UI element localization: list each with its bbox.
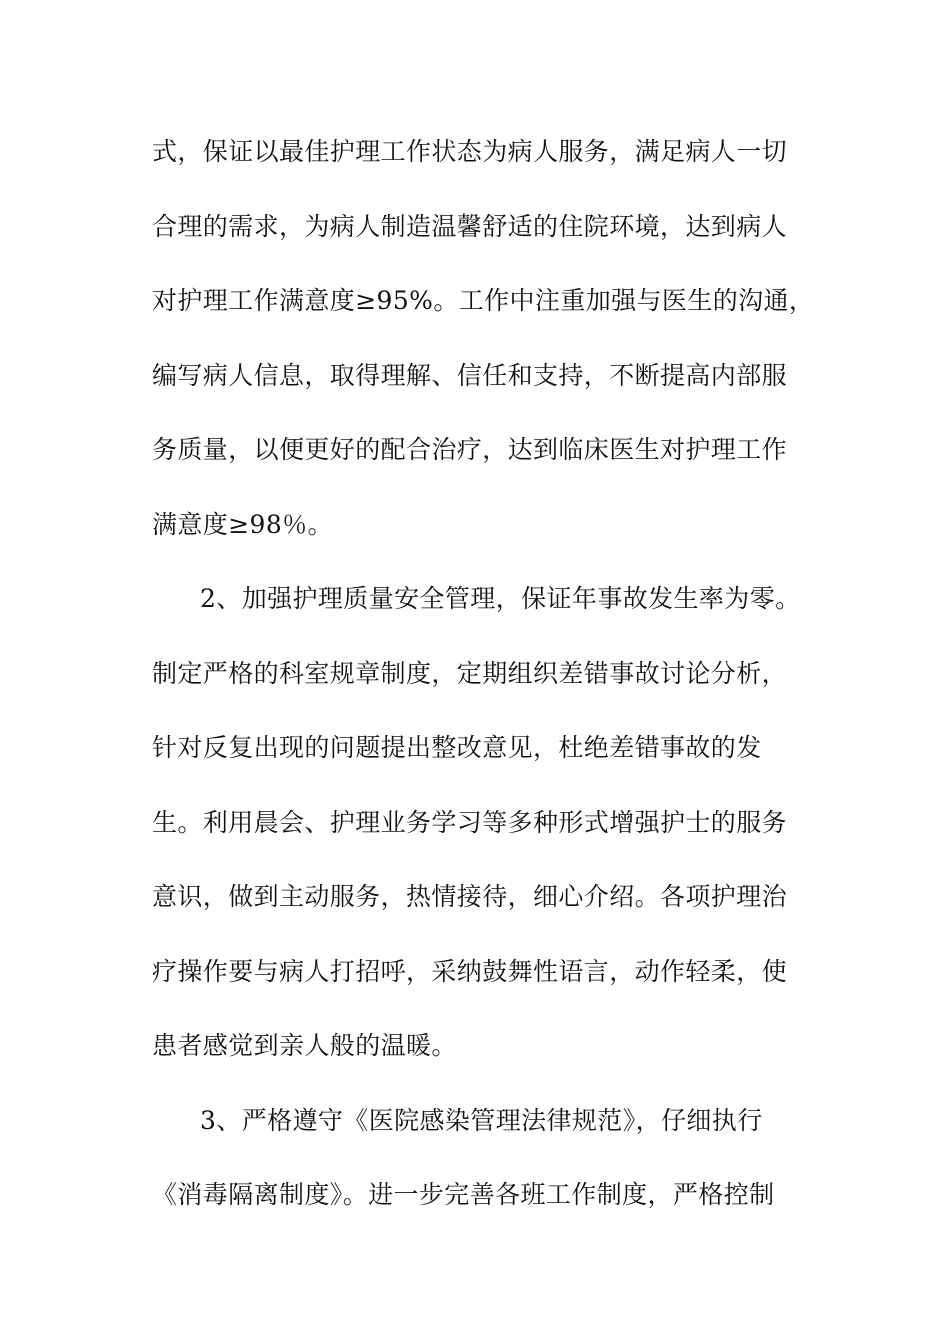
text-line: 针对反复出现的问题提出整改意见，杜绝差错事故的发	[152, 733, 762, 762]
text-line: 《消毒隔离制度》。进一步完善各班工作制度，严格控制	[152, 1180, 775, 1209]
text-line: 合理的需求，为病人制造温馨舒适的住院环境，达到病人	[152, 212, 788, 241]
text-line: 式，保证以最佳护理工作状态为病人服务，满足病人一切	[152, 137, 788, 166]
text-line: 满意度≥98％。	[152, 510, 333, 539]
text-line: 编写病人信息，取得理解、信任和支持，不断提高内部服	[152, 361, 788, 390]
text-line: 疗操作要与病人打招呼，采纳鼓舞性语言，动作轻柔，使	[152, 957, 788, 986]
text-line: 患者感觉到亲人般的温暖。	[152, 1031, 457, 1060]
text-line: 生。利用晨会、护理业务学习等多种形式增强护士的服务	[152, 808, 788, 837]
text-line: 对护理工作满意度≥95%。工作中注重加强与医生的沟通，	[152, 286, 815, 315]
text-line: 务质量，以便更好的配合治疗，达到临床医生对护理工作	[152, 435, 788, 464]
paragraph-3-start: 3、严格遵守《医院感染管理法律规范》，仔细执行	[200, 1106, 763, 1135]
text-line: 意识，做到主动服务，热情接待，细心介绍。各项护理治	[152, 882, 788, 911]
paragraph-2-start: 2、加强护理质量安全管理，保证年事故发生率为零。	[200, 584, 801, 613]
text-line: 制定严格的科室规章制度，定期组织差错事故讨论分析，	[152, 659, 788, 688]
